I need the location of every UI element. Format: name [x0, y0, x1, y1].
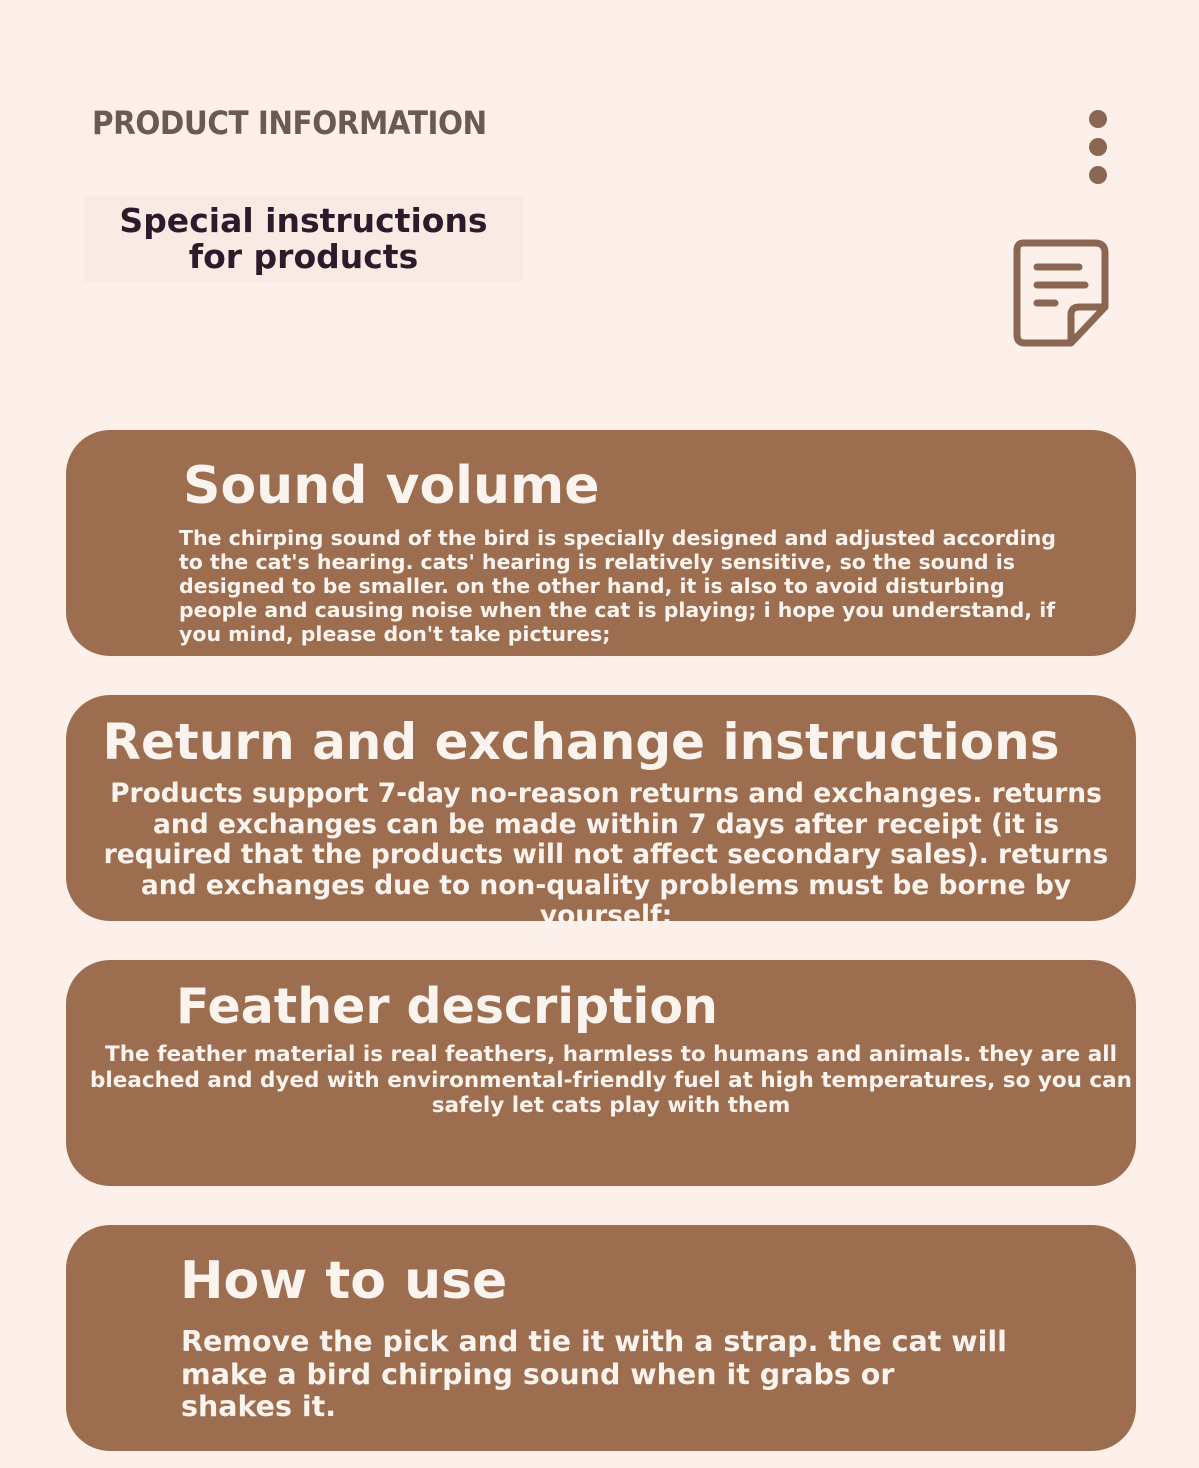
section-title: Return and exchange instructions: [102, 713, 1060, 771]
section-body: The feather material is real feathers, harmless to humans and animals. they are all bleached and dyed with environmental-friendly fuel at high temperatures, so you can safely let cats play with them: [90, 1042, 1132, 1118]
section-card-return-exchange: [66, 695, 1136, 931]
document-icon: [1013, 239, 1109, 349]
section-title: How to use: [180, 1251, 508, 1311]
section-card-feather-description: [66, 960, 1136, 1186]
subtitle-box: [84, 196, 523, 282]
section-title: Feather description: [176, 978, 718, 1035]
more-options-icon[interactable]: [1087, 110, 1109, 186]
menu-dot: [1089, 138, 1107, 156]
page-title: PRODUCT INFORMATION: [92, 104, 487, 142]
menu-dot: [1089, 166, 1107, 184]
section-card-how-to-use: [66, 1225, 1136, 1451]
section-card-sound-volume: [66, 430, 1136, 656]
menu-dot: [1089, 110, 1107, 128]
section-body: Products support 7-day no-reason returns and exchanges. returns and exchanges can be made within 7 days after receipt (it is required that the products will not affect secondary sales). returns and exchanges due to non-quality problems must be borne by yourself;: [103, 778, 1109, 931]
section-title: Sound volume: [183, 456, 600, 516]
section-body: The chirping sound of the bird is specially designed and adjusted according to the cat's hearing. cats' hearing is relatively sensitive, so the sound is designed to be smaller. on the other hand, it is also to avoid disturbing people and causing noise when the cat is playing; i hope you understand, if you mind, please don't take pictures;: [179, 526, 1056, 646]
subtitle: Special instructions for products: [119, 201, 488, 276]
section-body: Remove the pick and tie it with a strap. the cat will make a bird chirping sound when it grabs or shakes it.: [181, 1325, 1007, 1423]
